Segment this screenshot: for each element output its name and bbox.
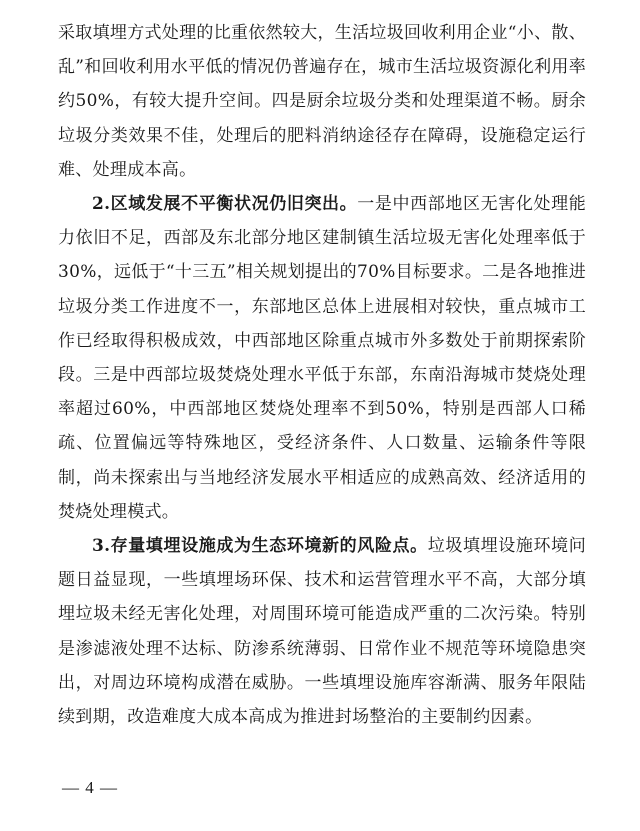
paragraph-3	[58, 529, 586, 734]
paragraph-3-text: 垃圾填埋设施环境问题日益显现，一些填埋场环保、技术和运营管理水平不高，大部分填埋垃圾未经无害化处理，对周围环境可能造成严重的二次污染。特别是渗滤液处理不达标、防渗系统薄弱、日常作业不规范等环境隐患突出，对周边环境构成潜在威胁。一些填埋设施库容渐满、服务年限陆续到期，改造难度大成本高成为推进封场整治的主要制约因素。	[58, 536, 586, 728]
document-body	[58, 16, 586, 734]
paragraph-1	[58, 16, 586, 187]
paragraph-2	[58, 187, 586, 529]
paragraph-1-text: 采取填埋方式处理的比重依然较大，生活垃圾回收利用企业“小、散、乱”和回收利用水平低的情况仍普遍存在，城市生活垃圾资源化利用率约50%，有较大提升空间。四是厨余垃圾分类和处理渠道不畅。厨余垃圾分类效果不佳，处理后的肥料消纳途径存在障碍，设施稳定运行难、处理成本高。	[58, 23, 586, 180]
page-number: — 4 —	[62, 778, 118, 797]
section-heading-3: 3.存量填埋设施成为生态环境新的风险点。	[92, 536, 428, 557]
section-heading-2: 2.区域发展不平衡状况仍旧突出。	[92, 194, 358, 215]
paragraph-2-text: 一是中西部地区无害化处理能力依旧不足，西部及东北部分地区建制镇生活垃圾无害化处理率低于30%，远低于“十三五”相关规划提出的70%目标要求。二是各地推进垃圾分类工作进度不一，东部地区总体上进展相对较快，重点城市工作已经取得积极成效，中西部地区除重点城市外多数处于前期探索阶段。三是中西部垃圾焚烧处理水平低于东部，东南沿海城市焚烧处理率超过60%，中西部地区焚烧处理率不到50%，特别是西部人口稀疏、位置偏远等特殊地区，受经济条件、人口数量、运输条件等限制，尚未探索出与当地经济发展水平相适应的成熟高效、经济适用的焚烧处理模式。	[58, 194, 586, 522]
